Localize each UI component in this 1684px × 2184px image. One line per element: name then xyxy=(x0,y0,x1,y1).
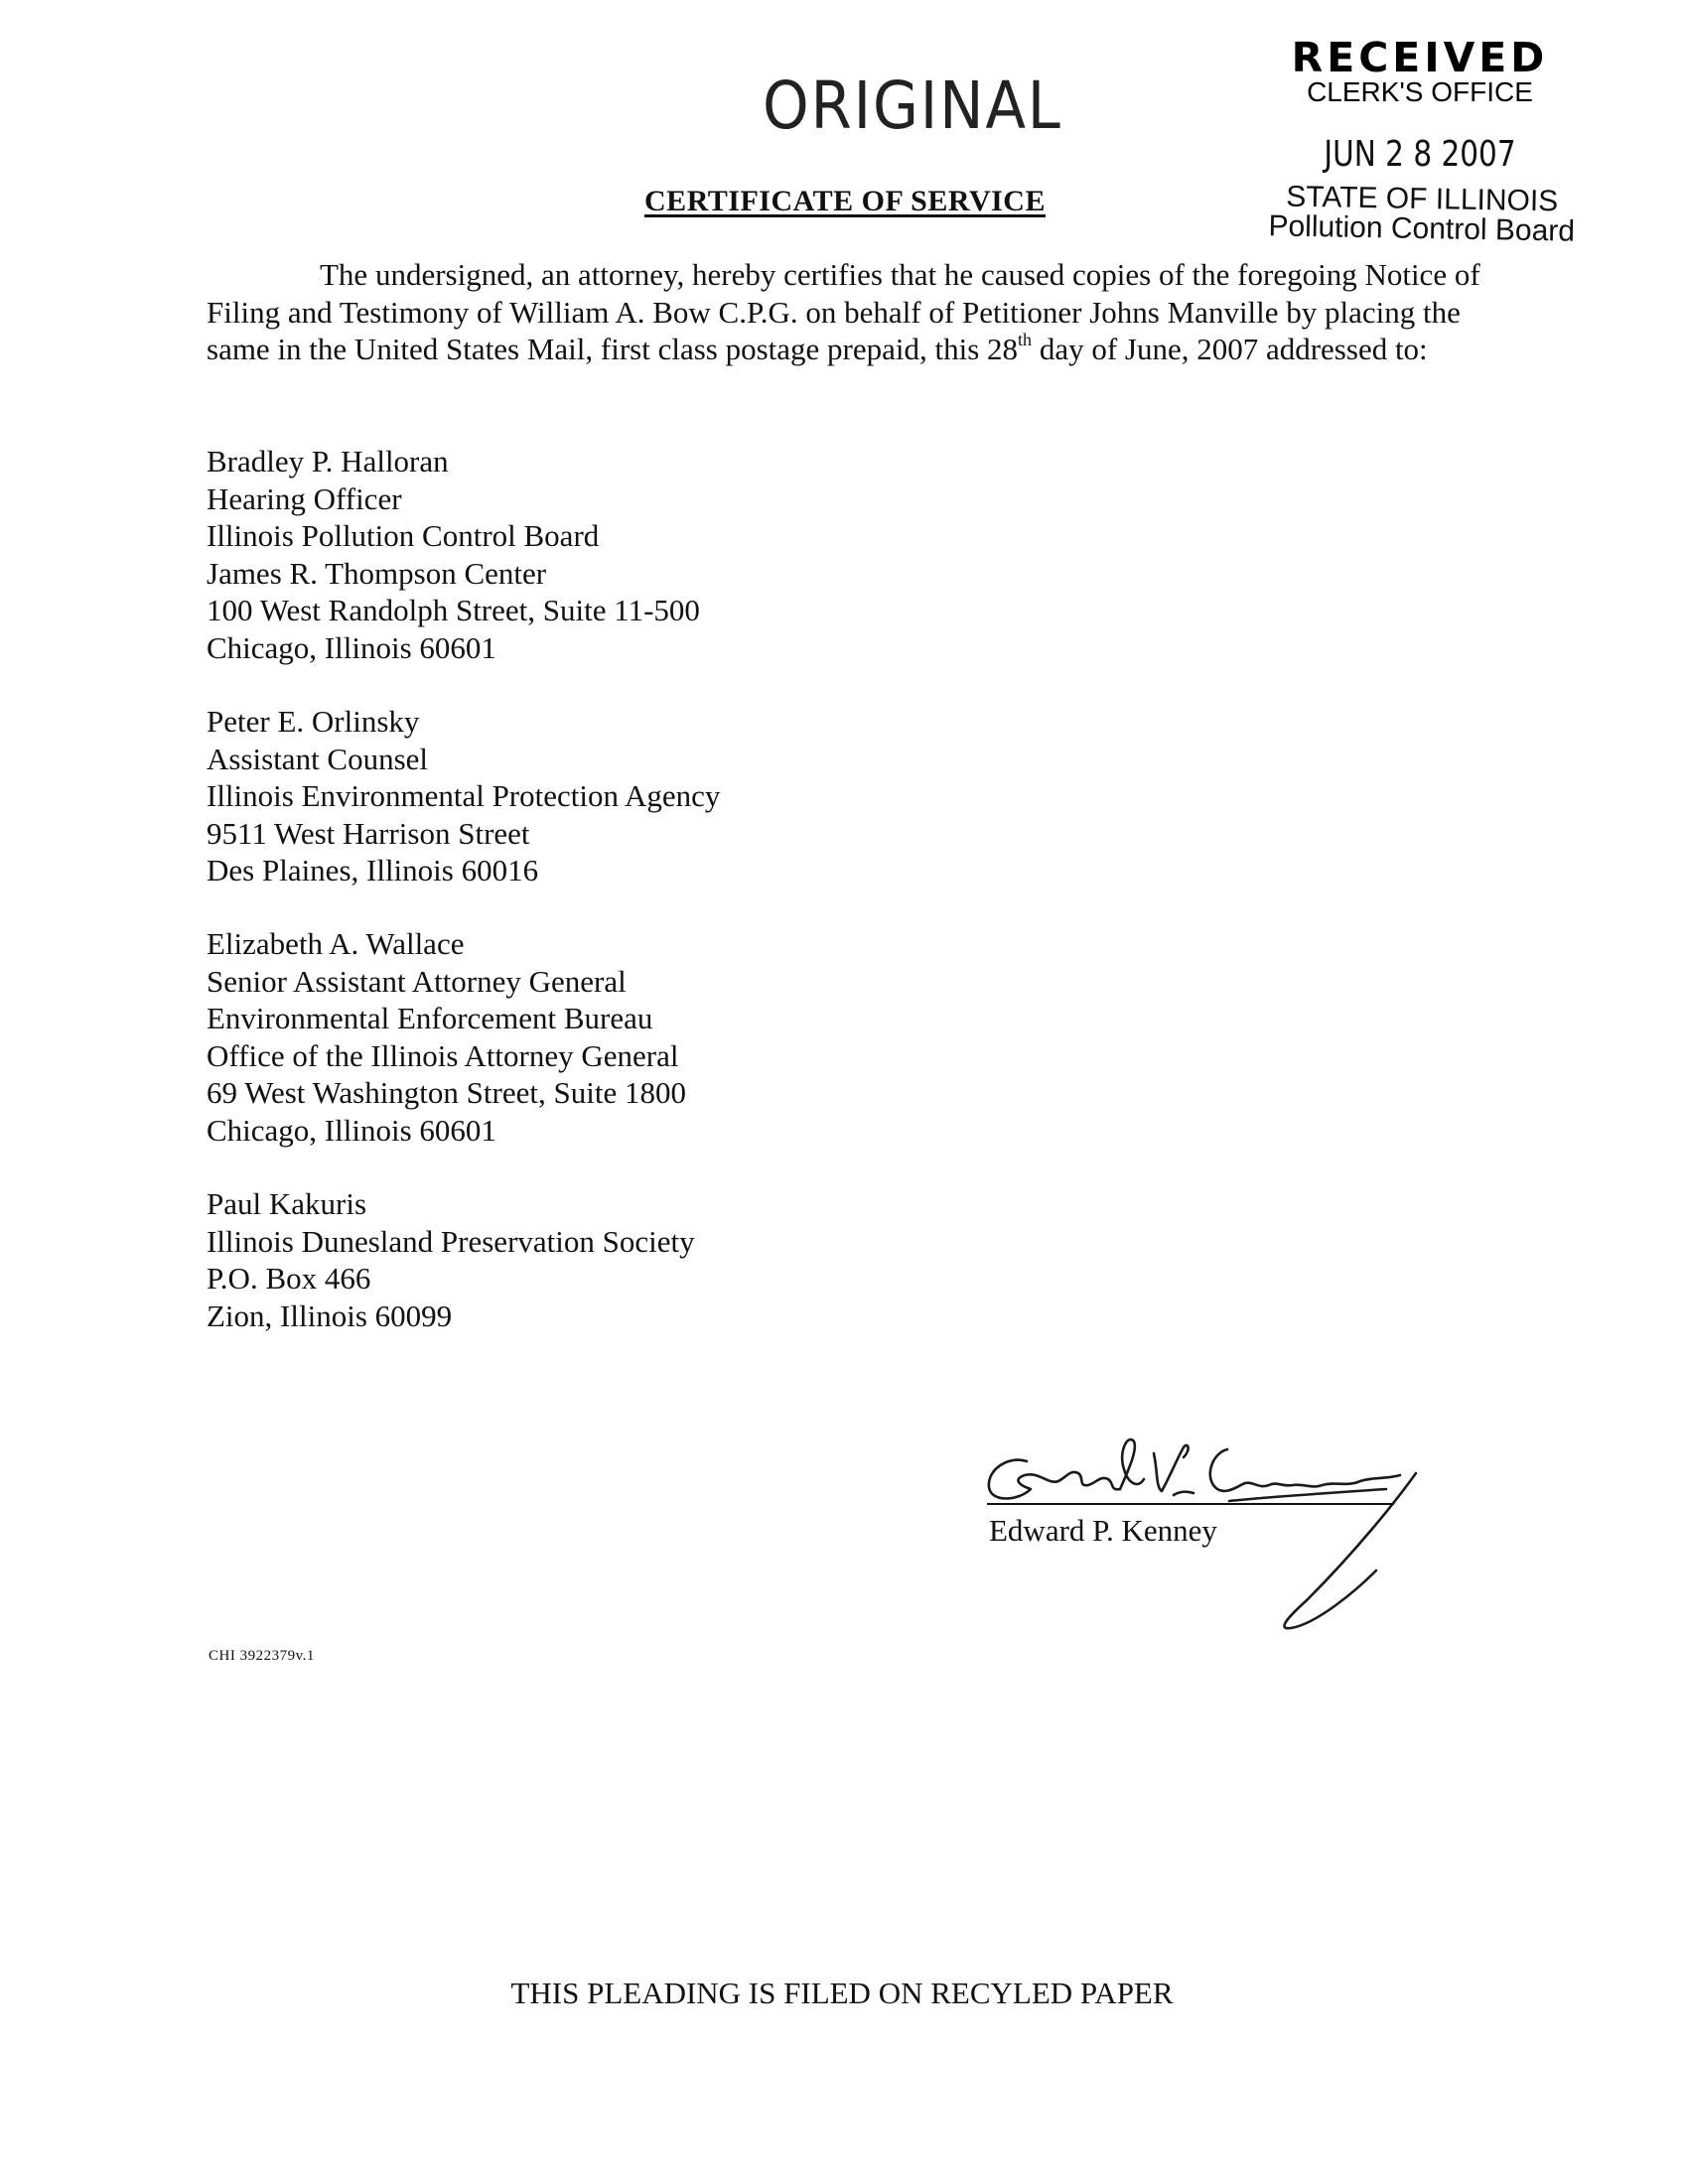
received-stamp-date: JUN 2 8 2007 xyxy=(1324,134,1516,175)
addressee-block xyxy=(207,703,720,889)
signatory-name: Edward P. Kenney xyxy=(989,1513,1217,1548)
signature-line xyxy=(987,1503,1394,1505)
received-stamp-title: RECEIVED xyxy=(1291,34,1549,81)
addressee-line: Illinois Pollution Control Board xyxy=(207,518,600,553)
document-id: CHI 3922379v.1 xyxy=(209,1648,315,1664)
ordinal-suffix: th xyxy=(1018,329,1033,349)
addressee-line: 9511 West Harrison Street xyxy=(207,815,530,851)
received-stamp-office: CLERK'S OFFICE xyxy=(1307,76,1533,107)
addressee-block xyxy=(207,1185,695,1334)
addressee-block xyxy=(207,925,686,1149)
addressee-line: Hearing Officer xyxy=(207,480,402,516)
addressee-line: 100 West Randolph Street, Suite 11-500 xyxy=(207,593,700,627)
addressee-line: Illinois Environmental Protection Agency xyxy=(207,778,721,813)
addressee-line: Illinois Dunesland Preservation Society xyxy=(207,1223,695,1259)
addressee-line: Chicago, Illinois 60601 xyxy=(207,1112,496,1148)
addressee-line: 69 West Washington Street, Suite 1800 xyxy=(207,1075,686,1110)
addressee-line: Environmental Enforcement Bureau xyxy=(207,1001,653,1035)
addressee-name: Peter E. Orlinsky xyxy=(207,704,420,739)
addressee-name: Bradley P. Halloran xyxy=(207,444,449,478)
received-stamp-state: STATE OF ILLINOIS xyxy=(1286,180,1559,218)
addressee-line: Senior Assistant Attorney General xyxy=(207,963,627,999)
certification-paragraph xyxy=(207,256,1497,368)
document-title: CERTIFICATE OF SERVICE xyxy=(644,185,1046,217)
received-stamp xyxy=(1251,34,1589,177)
original-stamp: ORIGINAL xyxy=(763,68,1062,144)
addressee-line: Zion, Illinois 60099 xyxy=(207,1297,453,1333)
received-stamp-board: Pollution Control Board xyxy=(1268,209,1576,248)
addressee-line: James R. Thompson Center xyxy=(207,555,547,591)
signature-block xyxy=(979,1432,1456,1640)
addressee-block xyxy=(207,443,700,666)
received-stamp-agency xyxy=(1253,182,1592,247)
addressee-line: Assistant Counsel xyxy=(207,741,429,776)
addressee-line: Chicago, Illinois 60601 xyxy=(207,629,496,665)
addressee-name: Paul Kakuris xyxy=(207,1186,367,1221)
addressee-line: Office of the Illinois Attorney General xyxy=(207,1037,679,1073)
footer-note: THIS PLEADING IS FILED ON RECYLED PAPER xyxy=(510,1976,1174,2010)
addressee-line: P.O. Box 466 xyxy=(207,1261,371,1296)
certification-text-start: The undersigned, an attorney, hereby certifies that he caused copies of the foregoing Notice of Filing and Testimony of William A. Bow C.P.G. on behalf of Petitioner Johns Manville by placing the same in the United States Mail, first class postage prepaid, this 28 xyxy=(207,257,1480,366)
addressee-name: Elizabeth A. Wallace xyxy=(207,926,465,961)
addressee-line: Des Plaines, Illinois 60016 xyxy=(207,853,539,887)
certification-text-end: day of June, 2007 addressed to: xyxy=(1032,332,1428,366)
